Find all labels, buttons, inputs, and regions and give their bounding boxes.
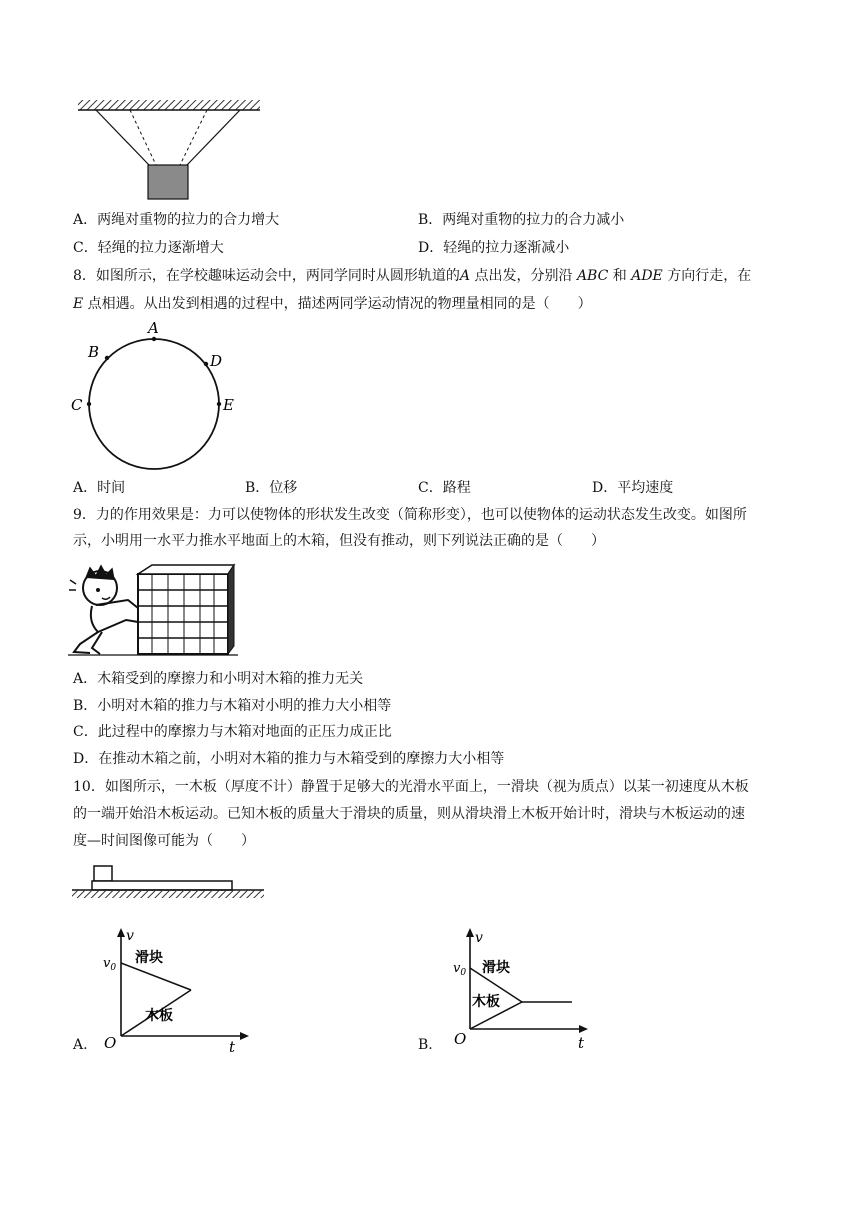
slider-line — [121, 963, 191, 990]
q10-option-b[interactable]: B. — [418, 1037, 433, 1053]
v0-label: $v_0$ — [103, 956, 117, 973]
rope-right-dashed — [180, 110, 207, 165]
q9-option-d[interactable]: D．在推动木箱之前，小明对木箱的推力与木箱受到的摩擦力大小相等 — [73, 751, 505, 767]
q8-option-a[interactable]: A．时间 — [73, 480, 126, 496]
wooden-board — [92, 881, 232, 890]
t-label: t — [578, 1034, 585, 1052]
origin-label: O — [104, 1034, 117, 1052]
q9-option-b[interactable]: B．小明对木箱的推力与木箱对小明的推力大小相等 — [73, 698, 392, 714]
label-e: E — [223, 396, 234, 414]
q10-stem-line1: 10．如图所示，一木板（厚度不计）静置于足够大的光滑水平面上，一滑块（视为质点）以某一初速度从木板 — [73, 779, 749, 795]
slider-label: 滑块 — [482, 960, 510, 976]
origin-label: O — [454, 1030, 467, 1048]
q7-option-a[interactable]: A．两绳对重物的拉力的合力增大 — [73, 212, 280, 228]
t-label: t — [229, 1038, 236, 1054]
label-b: B — [88, 343, 100, 361]
rope-left — [96, 110, 149, 165]
q8-option-d[interactable]: D．平均速度 — [592, 480, 674, 496]
ceiling — [78, 100, 260, 110]
v-label: v — [475, 930, 483, 946]
ground — [72, 890, 264, 898]
q7-option-b[interactable]: B．两绳对重物的拉力的合力减小 — [418, 212, 625, 228]
q10-stem-line3: 度—时间图像可能为（ ） — [73, 833, 255, 849]
q8-stem-line2: E 点相遇。从出发到相遇的过程中，描述两同学运动情况的物理量相同的是（ ） — [73, 296, 592, 312]
rope-left-dashed — [130, 110, 156, 165]
label-d: D — [210, 352, 223, 370]
q8-stem-line1: 8．如图所示，在学校趣味运动会中，两同学同时从圆形轨道的A 点出发，分别沿 ABC 和 ADE 方向行走，在 — [73, 268, 752, 284]
q8-option-c[interactable]: C．路程 — [418, 480, 471, 496]
point-a — [152, 337, 156, 341]
q10-graph-a — [95, 924, 255, 1054]
q10-graph-b — [440, 924, 600, 1054]
q10-option-a[interactable]: A. — [73, 1037, 88, 1053]
point-b — [105, 356, 109, 360]
point-d — [204, 362, 208, 366]
v-label: v — [126, 928, 134, 944]
q9-pushing-box-figure — [68, 560, 238, 660]
point-e — [217, 402, 221, 406]
point-c — [87, 402, 91, 406]
q9-stem-line1: 9．力的作用效果是：力可以使物体的形状发生改变（简称形变），也可以使物体的运动状态发生改变。如图所 — [73, 507, 747, 523]
label-c: C — [71, 396, 83, 414]
q9-option-a[interactable]: A．木箱受到的摩擦力和小明对木箱的推力无关 — [73, 671, 364, 687]
q8-option-b[interactable]: B．位移 — [245, 480, 298, 496]
rope-right — [187, 110, 240, 165]
q8-circle-track — [66, 316, 246, 476]
v0-label: $v_0$ — [453, 961, 467, 978]
slider-block — [94, 866, 112, 881]
q10-board-figure — [70, 862, 266, 912]
q10-stem-line2: 的一端开始沿木板运动。已知木板的质量大于滑块的质量，则从滑块滑上木板开始计时，滑块与木板运动的速 — [73, 806, 745, 822]
label-a: A — [148, 319, 159, 337]
q9-option-c[interactable]: C．此过程中的摩擦力与木箱对地面的正压力成正比 — [73, 724, 392, 740]
weight-block — [148, 165, 188, 199]
board-label: 木板 — [472, 994, 500, 1010]
q7-rope-figure — [70, 98, 270, 204]
q7-option-c[interactable]: C．轻绳的拉力逐渐增大 — [73, 240, 224, 256]
slider-label: 滑块 — [135, 950, 163, 966]
q7-option-d[interactable]: D．轻绳的拉力逐渐减小 — [418, 240, 570, 256]
q9-stem-line2: 示，小明用一水平力推水平地面上的木箱，但没有推动，则下列说法正确的是（ ） — [73, 533, 605, 549]
board-label: 木板 — [145, 1008, 173, 1024]
